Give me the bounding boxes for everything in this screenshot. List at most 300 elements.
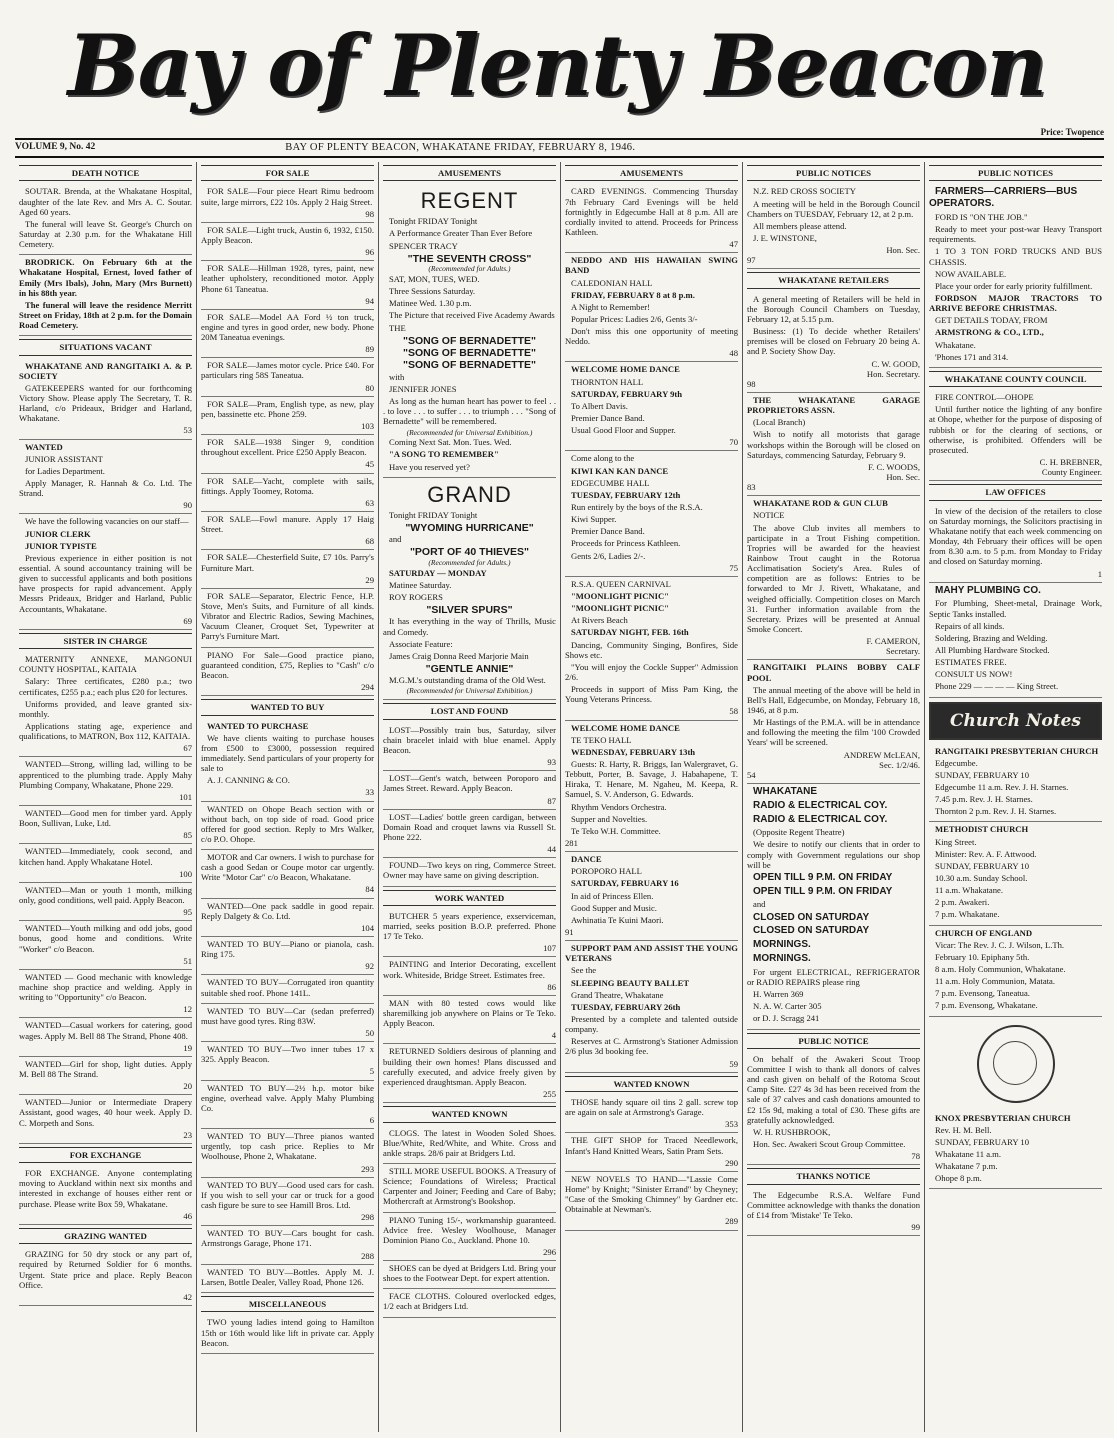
ad-text: GATEKEEPERS wanted for our forthcoming Victory Show. Please apply The Secretary, T. R. Harland, c/o Prideaux, Bridger and Harland, Whakatane. [19,382,192,424]
church-text: 11 a.m. Holy Communion, Matata. [935,976,1055,987]
ad-text: Awhinatia Te Kuini Maori. [571,914,664,925]
notice-retailers [747,292,920,393]
film-title: "GENTLE ANNIE" [425,662,514,675]
film-rating: (Recommended for Adults.) [428,557,511,567]
heading-miscellaneous: MISCELLANEOUS [201,1296,374,1312]
ad-text: MOTOR and Car owners. I wish to purchase for cash a good Sedan or Coupe motor car urgently. Write "Motor Car" c/o Beacon, Whakatane. [201,852,374,883]
ad-number: 5 [369,1066,374,1077]
ad-wanted [19,844,192,882]
ad-heading: R.S.A. QUEEN CARNIVAL [571,578,671,589]
ad-wanted [19,921,192,970]
ad-text: WANTED TO BUY—Car (sedan preferred) must have good tyres. Ring 83W. [201,1005,374,1026]
ad-text: WANTED TO BUY—Corrugated iron quantity suitable shed roof. Phone 141L. [201,977,374,998]
church-text: Minister: Rev. A. F. Attwood. [935,848,1037,859]
ad-text: LOST—Ladies' bottle green cardigan, between Domain Road and croquet lawns via Russell St. Phone 222. [383,811,556,842]
heading-amusements: AMUSEMENTS [565,165,738,181]
ad-text: Usual Good Floor and Supper. [571,425,676,436]
church-heading: KNOX PRESBYTERIAN CHURCH [935,1112,1071,1123]
heading-law-offices: LAW OFFICES [929,484,1102,500]
ad-text: WANTED—Man or youth 1 month, milking only, good conditions, well paid. Apply Beacon. [19,884,192,905]
masthead-title: Bay of Plenty Beacon [67,16,1047,115]
ad-text: WEDNESDAY, FEBRUARY 13th [571,746,696,757]
notice-rod-gun-club [747,496,920,660]
ad-text: CLOSED ON SATURDAY [753,911,870,923]
ad-number: 12 [183,1004,192,1015]
church-subheading: Rev. H. M. Bell. [935,1124,992,1135]
ad-text: PAINTING and Interior Decorating, excellent work. Whiteside, Bridge Street. Estimates free. [383,959,556,980]
ad-heading: DANCE [571,854,602,865]
ad-text: SPENCER TRACY [389,240,458,251]
ad-regent-theatre [383,184,556,477]
ad-wanted-known [383,1126,556,1164]
theatre-name: REGENT [420,188,519,214]
ad-radio-electrical [747,784,920,1030]
notice-signature: Hon. Sec. Awakeri Scout Group Committee. [753,1139,906,1149]
ad-text: James Craig Donna Reed Marjorie Main [389,650,529,661]
ad-text: Tonight FRIDAY Tonight [389,216,478,227]
ad-text: LOST—Gent's watch, between Poroporo and James Street. Reward. Apply Beacon. [383,773,556,794]
ad-text: A Performance Greater Than Ever Before [389,228,533,239]
dateline [15,138,1104,158]
notice-signature: Sec. 1/2/46. [879,759,920,770]
ad-maternity-annexe [19,652,192,757]
notice-thanks [747,1188,920,1237]
ad-for-sale [201,589,374,648]
price-label: Price: Twopence [1040,127,1104,137]
notice-text: Mr Hastings of the P.M.A. will be in attendance and following the meeting the film '100 Crowded Years' will be screened. [747,717,920,748]
ad-text: NOW AVAILABLE. [935,268,1007,279]
ad-text: Good Supper and Music. [571,902,657,913]
film-title: "SONG OF BERNADETTE" [402,334,537,347]
ad-text: SATURDAY NIGHT, FEB. 16th [571,627,689,638]
ad-text: Uniforms provided, and leave granted six-monthly. [19,698,192,719]
ad-number: 103 [361,421,374,432]
ad-text: FOR SALE—Hillman 1928, tyres, paint, new leather upholstery, reconditioned motor. Apply Phone 61 Taneatua. [201,263,374,294]
ad-mahy-plumbing [929,583,1102,698]
film-title: "WYOMING HURRICANE" [405,521,534,534]
church-text: SUNDAY, FEBRUARY 10 [935,769,1030,780]
ad-text: Rhythm Vendors Orchestra. [571,801,667,812]
notice-text: The Edgecumbe R.S.A. Welfare Fund Committee acknowledge with thanks the donation of £14 from 'Mistake' Te Teko. [747,1189,920,1220]
ad-text: WANTED—Junior or Intermediate Drapery Assistant, good wages, 40 hour week. Apply D. C. Morpeth and Sons. [19,1097,192,1128]
ad-lost [383,723,556,772]
ad-te-teko-dance [565,721,738,853]
film-rating: (Recommended for Universal Exhibition.) [406,686,533,696]
ad-heading: WANTED TO PURCHASE [207,720,309,731]
ad-for-sale [201,184,374,222]
ad-number: 289 [725,1216,738,1227]
ad-text: "You will enjoy the Cockle Supper" Admission 2/6. [565,661,738,682]
ad-number: 100 [179,868,192,879]
ad-text: Place your order for early priority fulfillment. [935,280,1093,291]
ad-number: 89 [365,344,374,355]
ad-text: OPEN TILL 9 P.M. ON FRIDAY [753,871,893,883]
notice-heading: RANGITAIKI PLAINS BOBBY CALF POOL [747,662,920,683]
column-2 [197,162,379,1432]
ad-number: 104 [361,922,374,933]
ad-for-sale [201,358,374,396]
ad-heading: WANTED [25,441,63,452]
ad-number: 281 [565,837,578,848]
church-text: Edgecumbe 11 a.m. Rev. J. H. Starnes. [935,782,1069,792]
heading-sister-in-charge: SISTER IN CHARGE [19,633,192,649]
heading-situations-vacant: SITUATIONS VACANT [19,339,192,355]
ad-ford-trucks [929,184,1102,367]
ad-text: FOUND—Two keys on ring, Commerce Street. Owner may have same on giving description. [383,860,556,881]
church-subheading: King Street. [935,836,977,847]
heading-wanted-to-buy: WANTED TO BUY [201,699,374,715]
ad-number: 4 [551,1030,556,1041]
ad-kiwi-dance [565,451,738,576]
masthead [0,14,1114,118]
ad-text: WANTED—One pack saddle in good repair. Reply Dalgety & Co. Ltd. [201,900,374,921]
ad-number: 298 [361,1212,374,1223]
ad-text: Popular Prices: Ladies 2/6, Gents 3/- [571,313,698,324]
ad-for-sale [201,648,374,697]
ad-text: WANTED—Youth milking and odd jobs, good bonus, good home and conditions. Write "Worker" c/o Beacon. [19,923,192,954]
ad-text: WANTED TO BUY—2½ h.p. motor bike engine, overhead valve. Apply Mahy Plumbing Co. [201,1082,374,1113]
ad-junior-assistant [19,440,192,515]
ad-miscellaneous [201,1315,374,1353]
heading-for-exchange: FOR EXCHANGE [19,1147,192,1163]
notice-subheading: (Local Branch) [753,417,806,428]
church-text: 7 p.m. Evensong, Whakatane. [935,1000,1038,1011]
church-knox [929,1111,1102,1190]
ad-clerk-typiste [19,514,192,629]
ad-number: 255 [543,1089,556,1099]
ad-text: FOR EXCHANGE. Anyone contemplating moving to Auckland within next six months and interested in exchange of houses either rent or purchase. Please write Box 59, Whakatane. [19,1168,192,1209]
notice-subheading: NOTICE [753,510,785,521]
notice-signature: W. H. RUSHBROOK, [753,1126,831,1137]
ad-text: FOR SALE—Light truck, Austin 6, 1932, £150. Apply Beacon. [201,224,374,245]
ad-for-sale [201,474,374,512]
ad-number: 78 [911,1151,920,1162]
ad-welcome-home-dance [565,362,738,451]
column-6 [925,162,1106,1432]
notice-law-offices [929,504,1102,583]
ad-text: Kiwi Supper. [571,514,617,525]
ad-number: 68 [365,536,374,547]
ad-text: A Night to Remember! [571,301,651,312]
notice-text: SOUTAR. Brenda, at the Whakatane Hospital, daughter of the late Rev. and Mrs A. C. Soutar. Aged 60 years. [19,186,192,217]
ad-wanted-known [383,1289,556,1317]
ad-text: Te Teko W.H. Committee. [571,825,661,836]
ad-wanted-to-buy [201,899,374,937]
ad-wanted-to-buy [201,937,374,975]
ad-text: TE TEKO HALL [571,734,632,745]
notice-garage-proprietors [747,393,920,496]
ad-subheading: JUNIOR ASSISTANT [25,453,103,464]
film-title: "THE SEVENTH CROSS" [407,252,532,265]
ad-text: At Rivers Beach [571,615,628,626]
ad-number: 294 [361,682,374,692]
ad-text: ESTIMATES FREE. [935,657,1007,668]
ad-text: NEW NOVELS TO HAND—"Lassie Come Home" by Knight; "Sinister Errand" by Cheyney; "Case of the Smoking Chimney" by Gardner etc. Obtainable at Newman's. [565,1173,738,1215]
notice-red-cross [747,184,920,269]
ad-number: 20 [183,1081,192,1092]
ad-wanted-to-buy [201,1042,374,1080]
ad-text: THOSE handy square oil tins 2 gall. screw top are again on sale at Armstrong's Garage. [565,1097,738,1118]
church-notes-banner: Church Notes [929,702,1102,740]
ad-text: 'Phones 171 and 314. [935,351,1009,362]
ad-text: PIANO Tuning 15/-, workmanship guaranteed. Advice free. Wesley Woolhouse, Manager Dominion Piano Co., Auckland. Phone 10. [383,1214,556,1245]
ad-text: WANTED TO BUY—Bottles. Apply M. J. Larsen, Bottle Dealer, Valley Road, Phone 126. [201,1266,374,1287]
notice-text: BRODRICK. On February 6th at the Whakatane Hospital, Ernest, loved father of Emily (Mrs Ibals), John, Mary (Mrs Burnett) in his 88th year. [19,257,192,298]
ad-number: 53 [183,425,192,436]
notice-heading: FIRE CONTROL—OHOPE [935,392,1034,403]
heading-whakatane-retailers: WHAKATANE RETAILERS [747,272,920,288]
ad-heading: WELCOME HOME DANCE [571,722,680,733]
ad-text: Tonight FRIDAY Tonight [389,509,478,520]
ad-grazing [19,1247,192,1306]
ad-text: The Picture that received Five Academy Awards [389,310,555,321]
ad-heading: FARMERS—CARRIERS—BUS OPERATORS. [929,186,1078,210]
notice-soutar [19,184,192,255]
heading-public-notices: PUBLIC NOTICES [929,165,1102,181]
ad-text: TWO young ladies intend going to Hamilton 15th or 16th would like lift in private car. Apply Beacon. [201,1317,374,1348]
ad-text: Applications stating age, experience and qualifications, to MATRON, Box 112, KAITAIA. [19,721,192,742]
ad-text: As long as the human heart has power to feel . . . to love . . . to suffer . . . to triumph . . . "Song of Bernadette" will be remembered. [383,396,556,427]
ad-text: Salary: Three certificates, £280 p.a.; two certificates, £255 p.a.; each plus £20 for lectures. [19,676,192,697]
ad-heading: RADIO & ELECTRICAL COY. [753,799,888,811]
church-subheading: Edgecumbe. [935,757,978,768]
heading-public-notices: PUBLIC NOTICES [747,165,920,181]
church-of-england [929,926,1102,1017]
church-text: Ohope 8 p.m. [935,1173,982,1184]
ad-number: 99 [911,1222,920,1233]
ad-number: 54 [747,769,756,780]
notice-text: The annual meeting of the above will be held in Bell's Hall, Edgecumbe, on Monday, February 18, 1946, at 8 p.m. [747,684,920,715]
film-title: "A SONG TO REMEMBER" [389,449,499,460]
church-text: February 10. Epiphany 5th. [935,951,1030,962]
ad-wanted-known [565,1133,738,1171]
notice-text: A general meeting of Retailers will be held in the Borough Council Chambers on Tuesday, February 12, at 5.15 p.m. [747,293,920,325]
ad-text: TUESDAY, FEBRUARY 26th [571,1001,681,1012]
ad-wanted [19,806,192,844]
notice-signature: Hon. Secretary. [866,368,920,379]
church-text: 7 p.m. Whakatane. [935,909,1000,920]
church-text: 11 a.m. Whakatane. [935,885,1004,896]
ad-gatekeepers [19,359,192,440]
ad-number: 95 [183,907,192,918]
column-4 [561,162,743,1432]
church-rangitaiki [929,744,1102,823]
column-3 [379,162,561,1432]
church-text: Whakatane 11 a.m. [935,1148,1002,1159]
ad-text: ROY ROGERS [389,591,443,602]
ad-text: WANTED—Immediately, cook second, and kitchen hand. Apply Whakatane Hotel. [19,846,192,867]
ad-text: CALEDONIAN HALL [571,277,653,288]
notice-text: The funeral will leave St. George's Church on Saturday at 2.30 p.m. for the Whakatane Hill Cemetery. [19,218,192,250]
ad-text: Guests: R. Harty, R. Briggs, Ian Walergravet, G. Tebbutt, Porter, B. Savage, J. Habahapene, T. Hiraka, T. Henare, M. Ngaheu, M. Keepa, R. Samuel, S. V. Anderson, G. Edwards. [565,758,738,800]
ad-lost [383,810,556,859]
ad-text: Repairs of all kinds. [935,620,1005,631]
volume-label: VOLUME 9, No. 42 [15,142,96,153]
ad-found [383,858,556,886]
church-text: 7 p.m. Evensong, Taneatua. [935,988,1030,999]
church-heading: CHURCH OF ENGLAND [935,927,1033,938]
film-title: "SONG OF BERNADETTE" [402,359,537,372]
ad-wanted [19,970,192,1019]
ad-wanted [19,1057,192,1095]
ad-text: THORNTON HALL [571,376,644,387]
notice-text: In view of the decision of the retailers to close on Saturday mornings, the Solicitors practising in Whakatane notify that each week commencing on Monday, 4th February their offices will be open from 8.30 a.m. to 5 p.m. from Monday to Friday and closed on Saturday morning. [929,505,1102,567]
ad-wanted [19,883,192,921]
ad-number: 91 [565,926,574,937]
ad-number: 1 [1097,568,1102,579]
ad-wanted-known [565,1172,738,1231]
ad-grand-theatre [383,478,556,701]
ad-text: FOR SALE—Model AA Ford ½ ton truck, engine and tyres in good order, new body. Phone 20M Taneatua evenings. [201,311,374,343]
ad-number: 44 [547,844,556,855]
ad-number: 98 [365,208,374,219]
notice-heading: THE WHAKATANE GARAGE PROPRIETORS ASSN. [747,395,920,416]
ad-text: N. A. W. Carter 305 [753,1001,822,1012]
ad-number: 33 [365,787,374,798]
notice-calf-pool [747,660,920,784]
heading-grazing-wanted: GRAZING WANTED [19,1228,192,1244]
heading-thanks-notice: THANKS NOTICE [747,1168,920,1184]
ad-text: GET DETAILS TODAY, FROM [935,315,1048,326]
ad-number: 6 [369,1115,374,1126]
ad-wanted-known [383,1261,556,1289]
ad-number: 101 [179,791,192,802]
ad-text: Whakatane. [935,339,976,350]
ad-text: FOR SALE—1938 Singer 9, condition throughout excellent. Price £250 Apply Beacon. [201,437,374,458]
ad-wanted [19,1095,192,1144]
ad-number: 296 [543,1246,556,1257]
ad-text: CLOSED ON SATURDAY [753,925,870,937]
ad-text: Matinee Saturday. [389,579,452,590]
ad-text: Gents 2/6, Ladies 2/-. [571,550,646,561]
ad-number: 98 [747,378,756,389]
column-5 [743,162,925,1432]
ad-wanted-to-buy [201,850,374,899]
notice-fire-control [929,390,1102,481]
ad-subheading: JUNIOR CLERK [25,528,91,539]
notice-signature: Hon. Sec. [886,471,920,482]
ad-heading: WHAKATANE [753,785,818,797]
church-methodist [929,822,1102,925]
ad-text: Previous experience in either position is not essential. A sound accountancy training will be given to successful applicants and both positions have prospects for rapid advancement. Apply Messrs Prideaux, Bridger and Harland, Public Accountants, Whakatane. [19,552,192,614]
ad-queen-carnival [565,577,738,721]
ad-text: SATURDAY — MONDAY [389,567,487,578]
ad-number: 90 [183,500,192,511]
ad-number: 45 [365,459,374,470]
heading-death-notice: DEATH NOTICE [19,165,192,181]
ad-number: 96 [365,247,374,258]
notice-signature: F. C. WOODS, [868,461,920,472]
ad-work-wanted [383,996,556,1045]
ad-text: and [753,899,766,910]
ad-wanted-to-buy [201,1265,374,1293]
church-text: Whakatane 7 p.m. [935,1161,998,1172]
ad-text: M.G.M.'s outstanding drama of the Old West. [389,675,546,686]
ad-signature: A. J. CANNING & CO. [207,775,290,786]
ad-number: 87 [547,795,556,806]
ad-text: PIANO For Sale—Good practice piano, guaranteed condition, £75, Replies to "Cash" c/o Beacon. [201,649,374,680]
ad-number: 51 [183,955,192,966]
ad-text: THE [389,322,406,333]
ad-text: Come along to the [571,453,635,464]
ad-text: OPEN TILL 9 P.M. ON FRIDAY [753,885,893,897]
ad-subheading: for Ladies Department. [25,465,105,476]
ad-text: WANTED — Good mechanic with knowledge machine shop practice and welding. Apply in writing to "Opportunity" c/o Beacon. [19,971,192,1003]
ad-number: 85 [183,830,192,841]
ad-number: 86 [547,981,556,992]
ad-text: WANTED on Ohope Beach section with or without bach, on top side of road. Good price offered for good section. Reply to Mrs Walker, c/o P.O. Ohope. [201,803,374,844]
ad-text: Coming Next Sat. Mon. Tues. Wed. [389,437,512,448]
dateline-text: BAY OF PLENTY BEACON, WHAKATANE FRIDAY, FEBRUARY 8, 1946. [285,141,636,153]
notice-signature: Secretary. [885,646,920,657]
ad-text: MAN with 80 tested cows would like sharemilking job anywhere on Plains or Te Teko. Apply Beacon. [383,997,556,1029]
ad-for-sale [201,435,374,473]
ad-text: EDGECUMBE HALL [571,477,650,488]
ad-wanted-known [383,1213,556,1262]
ad-heading: KIWI KAN KAN DANCE [571,465,669,476]
ad-number: 59 [729,1058,738,1069]
ad-wanted [19,757,192,806]
ad-text: Premier Dance Band. [571,526,645,537]
ad-text: WANTED TO BUY—Cars bought for cash. Armstrongs Garage, Phone 171. [201,1228,374,1249]
ad-text: FOR SALE—James motor cycle. Price £40. For particulars ring 58S Taneatua. [201,360,374,381]
film-title: "PORT OF 40 THIEVES" [409,546,530,559]
ad-wanted-to-buy [201,1004,374,1042]
column-1 [15,162,197,1432]
ad-number: 353 [725,1119,738,1130]
ad-text: MORNINGS. [753,953,811,964]
ad-text: SATURDAY, FEBRUARY 16 [571,878,679,889]
ad-text: Supper and Novelties. [571,813,648,824]
church-text: 7.45 p.m. Rev. J. H. Starnes. [935,794,1033,805]
heading-public-notice: PUBLIC NOTICE [747,1033,920,1049]
ad-text: FORDSON MAJOR TRACTORS TO ARRIVE BEFORE CHRISTMAS. [929,292,1102,314]
ad-text: Run entirely by the boys of the R.S.A. [571,502,703,513]
ad-text: FORD IS "ON THE JOB." [935,211,1028,222]
church-heading: RANGITAIKI PRESBYTERIAN CHURCH [935,745,1099,756]
ad-text: FOR SALE—Four piece Heart Rimu bedroom suite, large mirrors, £22 10s. Apply 2 Haig Street. [201,186,374,207]
ad-text: FOR SALE—Fowl manure. Apply 17 Haig Street. [201,514,374,535]
ad-wanted-known [383,1164,556,1213]
ad-text: WANTED TO BUY—Good used cars for cash. If you wish to sell your car or truck for a good cash figure be sure to see Hamill Bros. Ltd. [201,1179,374,1210]
heading-county-council: WHAKATANE COUNTY COUNCIL [929,371,1102,387]
ad-text: It has everything in the way of Thrills, Music and Comedy. [383,616,556,637]
ad-text: Premier Dance Band. [571,413,645,424]
church-text: 2 p.m. Awakeri. [935,897,990,908]
ad-card-evenings [565,184,738,253]
film-title: "SONG OF BERNADETTE" [402,347,537,360]
ad-subheading: (Opposite Regent Theatre) [753,827,845,838]
ad-text: CLOGS. The latest in Wooden Soled Shoes. Blue/White, Red/White, and White. Cross and ankle straps. 28/6 pair at Bridgers Ltd. [383,1127,556,1158]
ad-number: 92 [365,961,374,972]
ad-wanted-known [565,1095,738,1133]
ad-text: MORNINGS. [753,939,811,951]
ad-text: Soldering, Brazing and Welding. [935,632,1048,643]
ad-text: STILL MORE USEFUL BOOKS. A Treasury of Science; Foundations of Wireless; Practical Carpenter and Joiner; Feeding and Care of Baby; Mothercraft at Armstrong's Bookshop. [383,1165,556,1207]
ad-text: POROPORO HALL [571,866,642,877]
ad-text: FOR SALE—Pram, English type, as new, play pen, bassinette etc. Phone 259. [201,398,374,419]
notice-text: The above Club invites all members to participate in a Trout Fishing competition. Tropries will be awarded for the heaviest Rainbow Trout caught in the Rotorua Acclimatisation Society's Area. Rules of competition are as follows: Entries to be forwarded to Mr J. Rivett, Whakatane, and weighed officially. Competition closes on March 31. Further information available from the Secretary. Prizes will be presented at Annual Smoke Concert. [747,522,920,634]
ad-wanted-to-buy [201,1129,374,1178]
ad-text: SATURDAY, FEBRUARY 9th [571,388,683,399]
ad-number: 19 [183,1042,192,1053]
ad-text: FOR SALE—Yacht, complete with sails, fittings. Apply Toomey, Rotoma. [201,475,374,496]
notice-text: On behalf of the Awakeri Scout Troop Committee I wish to thank all donors of calves and cash given on behalf of the Rotoma Scout Camp Site. £27 4s 3d has been received from the sale of 37 calves and cash donations amounted to £2 15s 9d, making a total of £30. These gifts are gratefully acknowledged. [747,1053,920,1125]
ad-text: BUTCHER 5 years experience, exserviceman, married, seeks position B.O.P. preferred. Phone 17 Te Teko. [383,910,556,942]
notice-text: A meeting will be held in the Borough Council Chambers on TUESDAY, February 12, at 2 p.m. [747,198,920,219]
ad-number: 58 [729,706,738,717]
ad-number: 23 [183,1129,192,1140]
